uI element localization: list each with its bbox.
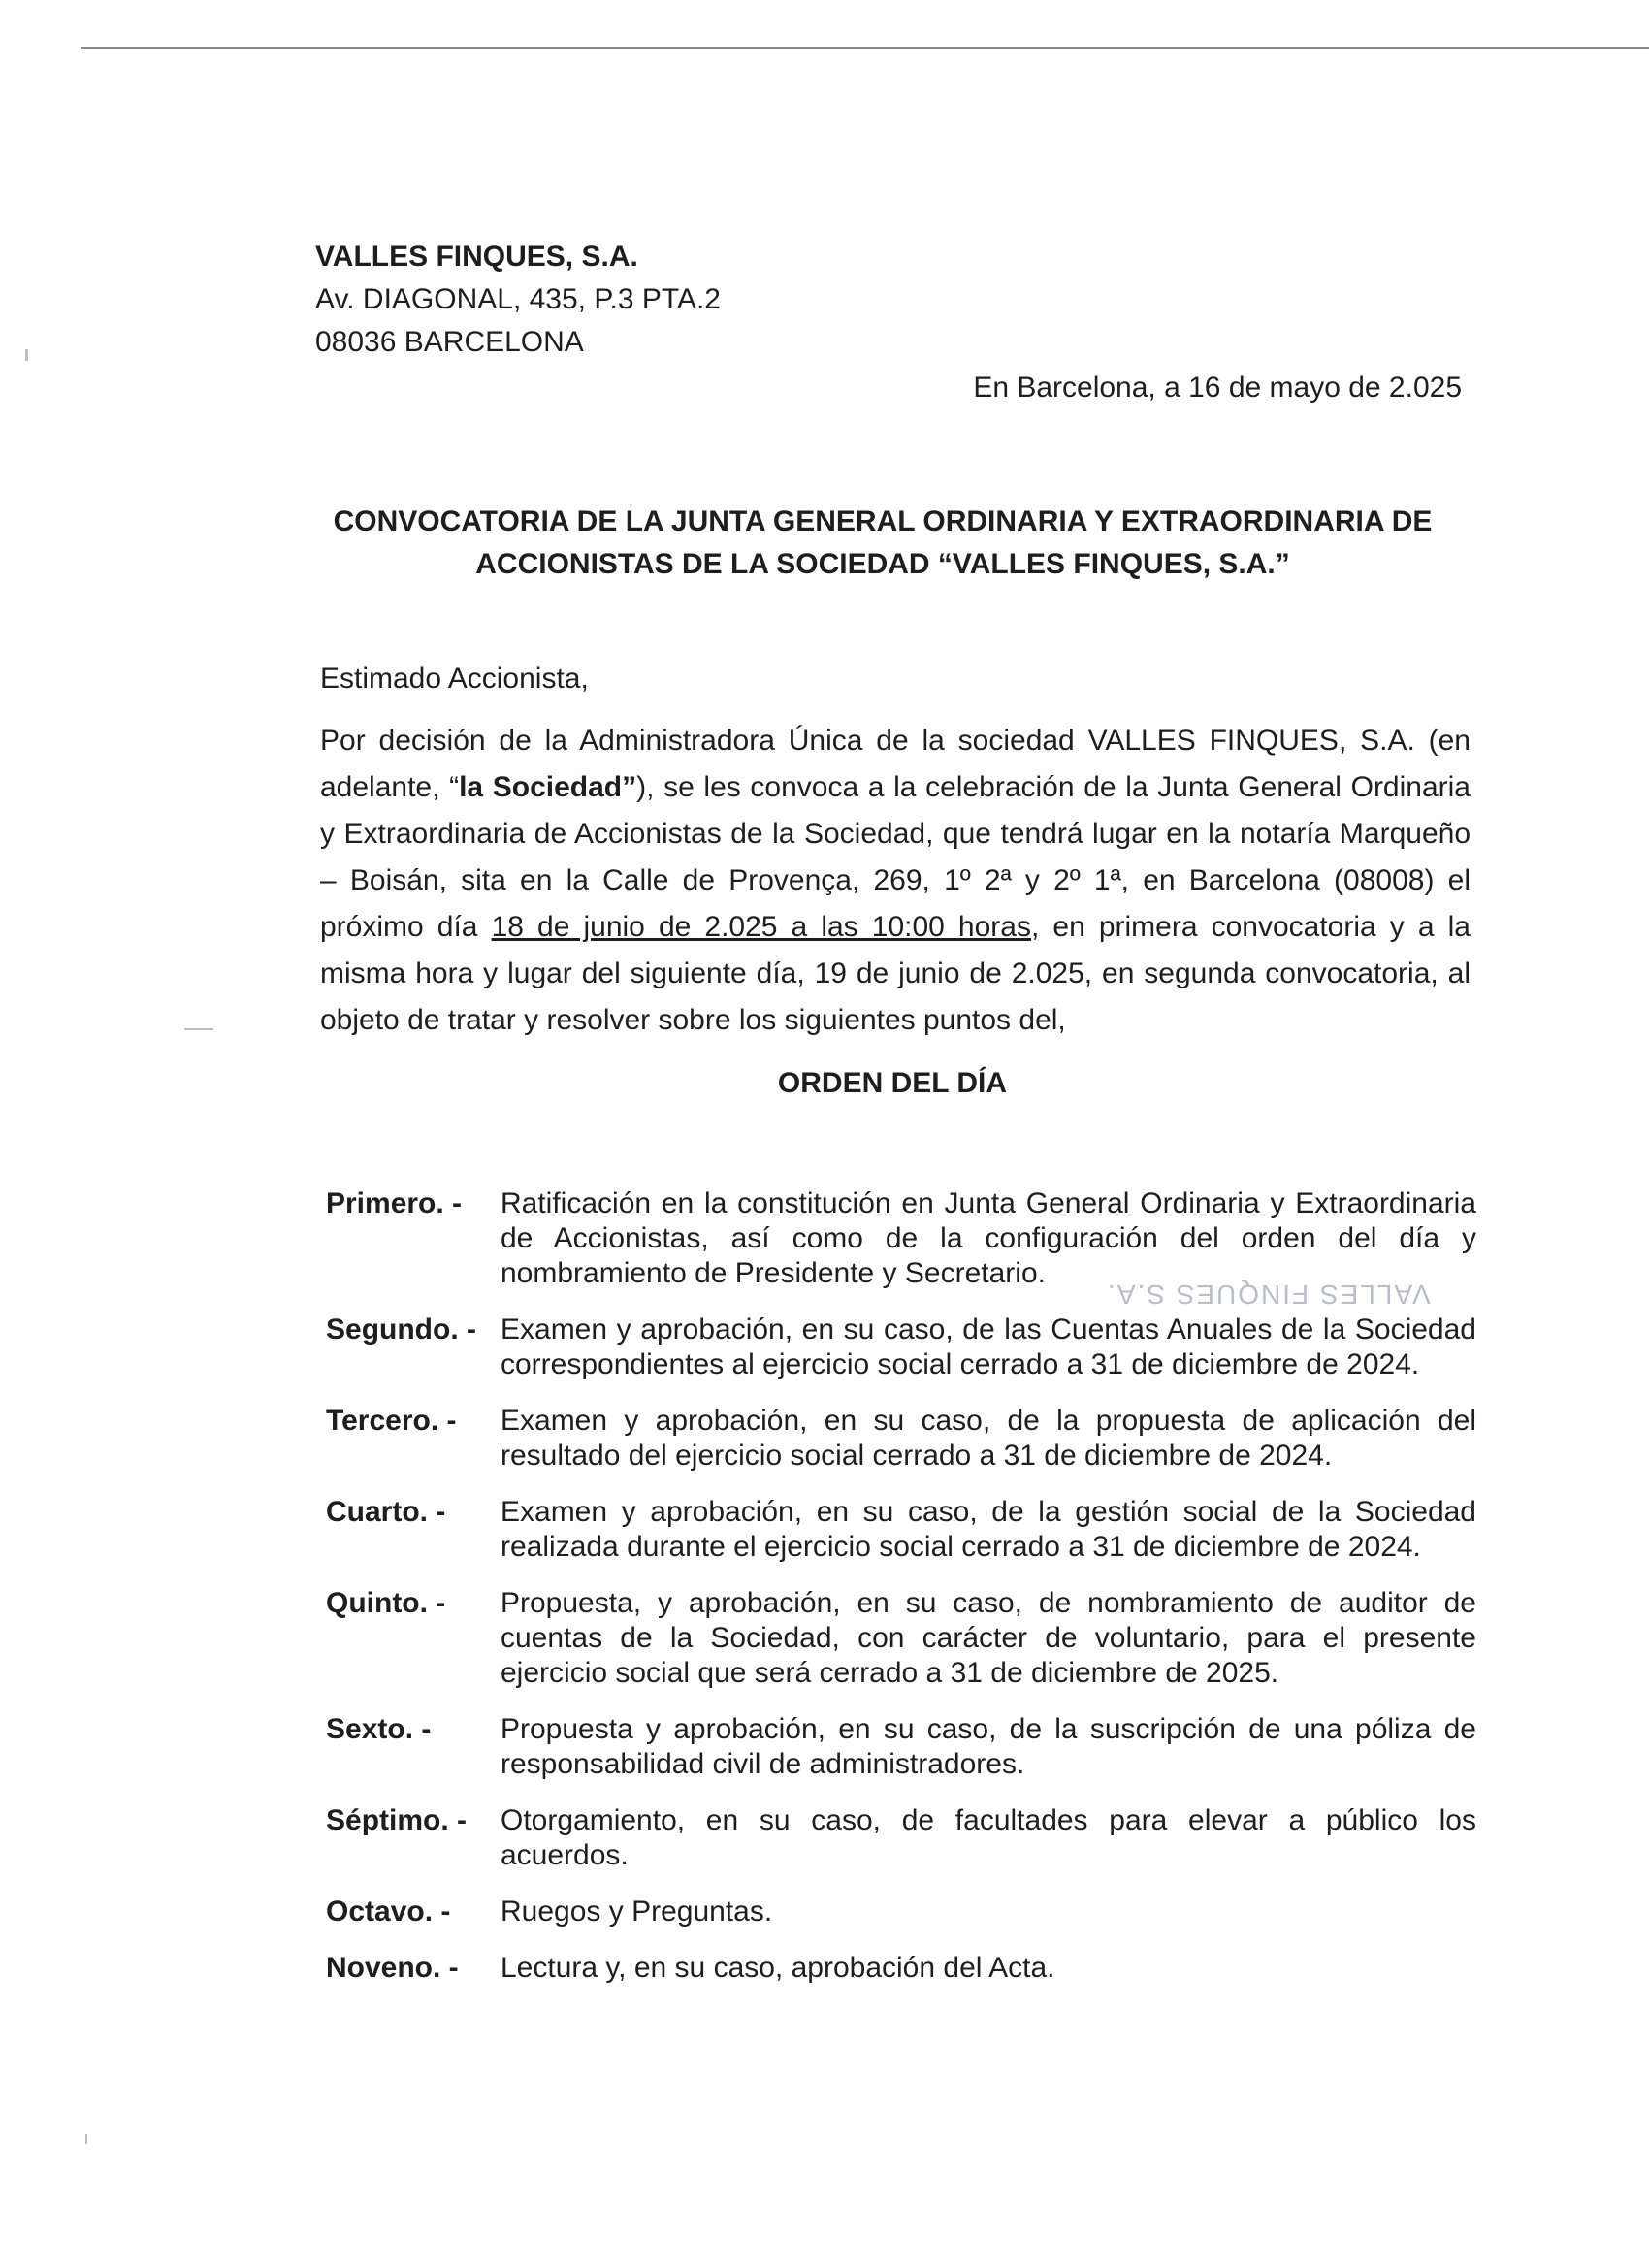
agenda-text: Examen y aprobación, en su caso, de la propuesta de aplicación del resultado del ejercicio social cerrado a 31 de diciembre de 2024. bbox=[501, 1405, 1476, 1472]
agenda-item bbox=[326, 1495, 1476, 1565]
top-rule bbox=[81, 47, 1649, 49]
address-line-2: 08036 BARCELONA bbox=[315, 326, 584, 358]
address-line-1: Av. DIAGONAL, 435, P.3 PTA.2 bbox=[315, 283, 721, 315]
agenda-item bbox=[326, 1803, 1476, 1873]
agenda-item bbox=[326, 1312, 1476, 1382]
body-part-3: , en primera convocatoria y a la misma hora y lugar del siguiente día, 19 de junio de 2.025, en segunda convocatoria, al objeto de tratar y resolver sobre los siguientes puntos del, bbox=[320, 911, 1471, 1036]
agenda-text: Propuesta, y aprobación, en su caso, de nombramiento de auditor de cuentas de la Sociedad, con carácter de voluntario, para el presente ejercicio social que será cerrado a 31 de diciembre de 2025. bbox=[501, 1587, 1476, 1689]
scan-speck bbox=[184, 1028, 213, 1030]
agenda-ordinal: Octavo. - bbox=[326, 1895, 451, 1928]
agenda-text: Ruegos y Preguntas. bbox=[501, 1895, 773, 1928]
body-paragraph bbox=[320, 718, 1471, 1044]
company-name: VALLES FINQUES, S.A. bbox=[315, 241, 638, 273]
salutation: Estimado Accionista, bbox=[320, 663, 589, 695]
agenda-text: Otorgamiento, en su caso, de facultades para elevar a público los acuerdos. bbox=[501, 1804, 1476, 1871]
title-line-1: CONVOCATORIA DE LA JUNTA GENERAL ORDINARIA Y EXTRAORDINARIA DE bbox=[333, 505, 1433, 537]
scan-speck bbox=[25, 349, 28, 361]
agenda-ordinal: Séptimo. - bbox=[326, 1804, 468, 1836]
agenda-ordinal: Segundo. - bbox=[326, 1313, 476, 1345]
agenda-ordinal: Tercero. - bbox=[326, 1405, 457, 1437]
agenda-ordinal: Sexto. - bbox=[326, 1713, 432, 1745]
agenda-ordinal: Quinto. - bbox=[326, 1587, 446, 1619]
agenda-ordinal: Noveno. - bbox=[326, 1952, 459, 1984]
agenda-text: Examen y aprobación, en su caso, de las Cuentas Anuales de la Sociedad correspondientes al ejercicio social cerrado a 31 de diciembre de 2024. bbox=[501, 1313, 1476, 1380]
agenda-item bbox=[326, 1404, 1476, 1474]
agenda-text: Lectura y, en su caso, aprobación del Acta. bbox=[501, 1952, 1055, 1984]
agenda-text: Examen y aprobación, en su caso, de la gestión social de la Sociedad realizada durante el ejercicio social cerrado a 31 de diciembre de 2024. bbox=[501, 1496, 1476, 1563]
body-meeting-datetime: 18 de junio de 2.025 a las 10:00 horas bbox=[491, 911, 1031, 943]
agenda-item bbox=[326, 1895, 1476, 1929]
scan-speck bbox=[85, 2134, 87, 2144]
agenda-ordinal: Cuarto. - bbox=[326, 1496, 446, 1528]
title-line-2: ACCIONISTAS DE LA SOCIEDAD “VALLES FINQUES, S.A.” bbox=[475, 548, 1290, 580]
agenda-item bbox=[326, 1186, 1476, 1291]
agenda-text: Ratificación en la constitución en Junta General Ordinaria y Extraordinaria de Accionistas, así como de la configuración del orden del día y nombramiento de Presidente y Secretario. bbox=[501, 1187, 1476, 1289]
agenda-item bbox=[326, 1951, 1476, 1986]
agenda-item bbox=[326, 1712, 1476, 1782]
order-of-day-title: ORDEN DEL DÍA bbox=[777, 1067, 1008, 1099]
bleed-through-stamp: VALLES FINQUES S.A. bbox=[1106, 1280, 1431, 1310]
body-part-2: ), se les convoca a la celebración de la Junta General Ordinaria y Extraordinaria de Accionistas de la Sociedad, que tendrá lugar en la notaría Marqueño – Boisán, sita en la Calle de Provença, 269, 1º 2ª y 2º 1ª, en Barcelona (08008) el próximo día bbox=[320, 771, 1471, 943]
body-part-1: Por decisión de la Administradora Única de la sociedad VALLES FINQUES, S.A. (en adelante, “ bbox=[320, 725, 1471, 803]
agenda-item bbox=[326, 1586, 1476, 1691]
agenda-ordinal: Primero. - bbox=[326, 1187, 463, 1219]
agenda-text: Propuesta y aprobación, en su caso, de la suscripción de una póliza de responsabilidad civil de administradores. bbox=[501, 1713, 1476, 1780]
body-bold-term: la Sociedad” bbox=[459, 771, 637, 803]
letter-header bbox=[315, 236, 721, 364]
document-title bbox=[320, 501, 1445, 586]
date-line: En Barcelona, a 16 de mayo de 2.025 bbox=[973, 372, 1462, 404]
